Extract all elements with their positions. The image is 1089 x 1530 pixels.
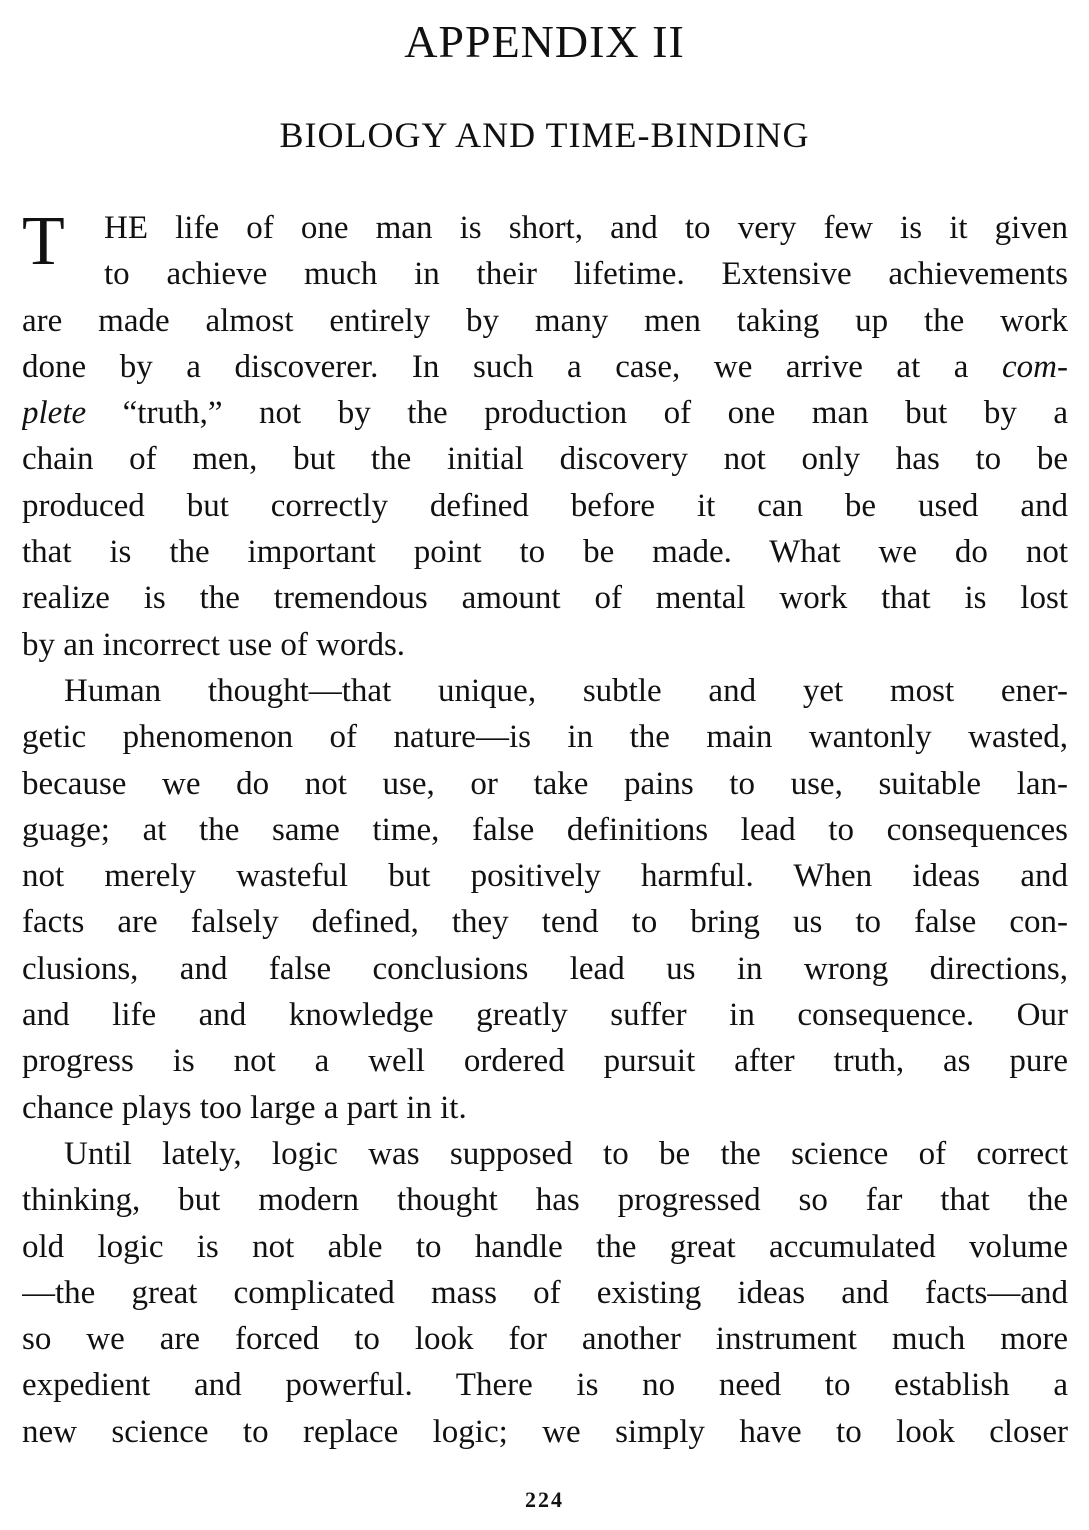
text-line: chance plays too large a part in it.	[22, 1089, 467, 1126]
text-line: HE life of one man is short, and to very few is it given	[104, 210, 1068, 246]
text-line: done by a discoverer. In such a case, we arrive at a com-	[22, 348, 1068, 385]
text-line: that is the important point to be made. What we do not	[22, 534, 1068, 571]
paragraph-1	[22, 205, 1068, 668]
text-line: because we do not use, or take pains to use, suitable lan-	[22, 765, 1068, 802]
emphasis-text: plete	[22, 395, 87, 432]
page-number: 224	[525, 1487, 564, 1512]
text-line: by an incorrect use of words.	[22, 626, 406, 663]
text-line: facts are falsely defined, they tend to bring us to false con-	[22, 904, 1068, 941]
text-line: realize is the tremendous amount of mental work that is lost	[22, 580, 1068, 617]
text-line: Until lately, logic was supposed to be the science of correct	[64, 1135, 1068, 1172]
text-line: guage; at the same time, false definitions lead to consequences	[22, 811, 1068, 848]
text-line: Human thought—that unique, subtle and yet most ener-	[64, 672, 1068, 709]
paragraph-3	[22, 1131, 1068, 1455]
appendix-title: APPENDIX II	[404, 16, 685, 67]
text-line: plete “truth,” not by the production of one man but by a	[22, 395, 1068, 432]
text-line: new science to replace logic; we simply have to look closer	[22, 1413, 1068, 1450]
drop-cap: T	[22, 203, 65, 280]
text-line: —the great complicated mass of existing ideas and facts—and	[22, 1274, 1068, 1311]
text-line: progress is not a well ordered pursuit after truth, as pure	[22, 1043, 1068, 1080]
text-line: to achieve much in their lifetime. Extensive achievements	[104, 256, 1068, 293]
text-line: are made almost entirely by many men taking up the work	[22, 302, 1068, 339]
text-line: not merely wasteful but positively harmful. When ideas and	[22, 858, 1068, 895]
paragraph-2	[22, 668, 1068, 1131]
text-line: old logic is not able to handle the great accumulated volume	[22, 1228, 1068, 1265]
text-line: expedient and powerful. There is no need to establish a	[22, 1367, 1068, 1404]
text-line: getic phenomenon of nature—is in the main wantonly wasted,	[22, 719, 1068, 756]
emphasis-text: com-	[1002, 348, 1068, 385]
text-line: and life and knowledge greatly suffer in consequence. Our	[22, 997, 1068, 1034]
body-text	[22, 205, 1068, 1455]
text-line: clusions, and false conclusions lead us in wrong directions,	[22, 950, 1068, 987]
text-line: chain of men, but the initial discovery not only has to be	[22, 441, 1068, 478]
text-line: thinking, but modern thought has progressed so far that the	[22, 1182, 1068, 1219]
text-line: produced but correctly defined before it can be used and	[22, 487, 1068, 524]
text-line: so we are forced to look for another instrument much more	[22, 1321, 1068, 1358]
chapter-title: BIOLOGY AND TIME-BINDING	[279, 115, 810, 155]
